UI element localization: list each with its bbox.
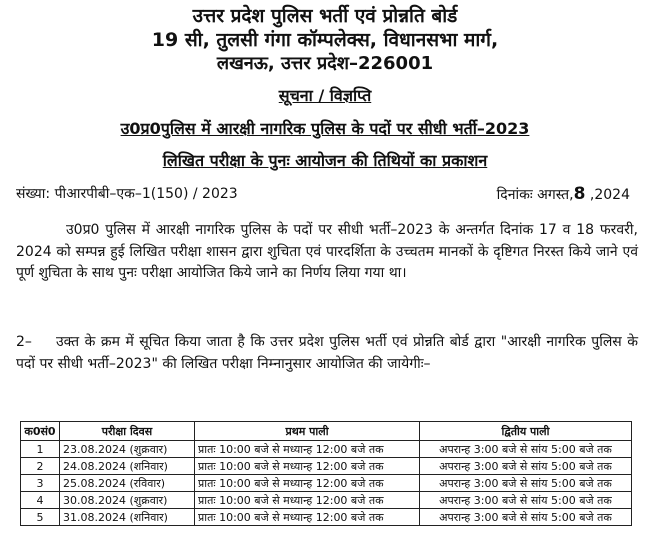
subject-line-1: उ0प्र0पुलिस में आरक्षी नागरिक पुलिस के पदों पर सीधी भर्ती–2023 bbox=[120, 119, 530, 138]
row-first-shift: प्रातः 10:00 बजे से मध्यान्ह 12:00 बजे तक bbox=[195, 458, 420, 475]
table-row bbox=[21, 492, 632, 509]
table-row bbox=[21, 458, 632, 475]
header-first-shift: प्रथम पाली bbox=[195, 422, 420, 441]
row-second-shift: अपरान्ह 3:00 बजे से सांय 5:00 बजे तक bbox=[420, 475, 632, 492]
row-first-shift: प्रातः 10:00 बजे से मध्यान्ह 12:00 बजे तक bbox=[195, 441, 420, 458]
row-date: 31.08.2024 (शनिवार) bbox=[60, 509, 195, 526]
row-first-shift: प्रातः 10:00 बजे से मध्यान्ह 12:00 बजे तक bbox=[195, 492, 420, 509]
row-second-shift: अपरान्ह 3:00 बजे से सांय 5:00 बजे तक bbox=[420, 509, 632, 526]
row-date: 24.08.2024 (शनिवार) bbox=[60, 458, 195, 475]
reference-line bbox=[16, 180, 630, 202]
paragraph-2-text: उक्त के क्रम में सूचित किया जाता है कि उत्तर प्रदेश पुलिस भर्ती एवं प्रोन्नति बोर्ड द्वारा "आरक्षी नागरिक पुलिस के पदों पर सीधी भर्ती–2023" की लिखित परीक्षा निम्नानुसार आयोजित की जायेगीः– bbox=[16, 334, 638, 372]
row-serial: 1 bbox=[21, 441, 60, 458]
header-serial: क0सं0 bbox=[21, 422, 60, 441]
row-serial: 3 bbox=[21, 475, 60, 492]
row-serial: 4 bbox=[21, 492, 60, 509]
paragraph-2-number: 2– bbox=[16, 334, 32, 350]
table-header-row bbox=[21, 422, 632, 441]
row-second-shift: अपरान्ह 3:00 बजे से सांय 5:00 बजे तक bbox=[420, 492, 632, 509]
notice-title: सूचना / विज्ञप्ति bbox=[278, 86, 372, 105]
table-row bbox=[21, 475, 632, 492]
row-date: 30.08.2024 (शुक्रवार) bbox=[60, 492, 195, 509]
row-date: 23.08.2024 (शुक्रवार) bbox=[60, 441, 195, 458]
header-exam-date: परीक्षा दिवस bbox=[60, 422, 195, 441]
row-second-shift: अपरान्ह 3:00 बजे से सांय 5:00 बजे तक bbox=[420, 458, 632, 475]
header-second-shift: द्वितीय पाली bbox=[420, 422, 632, 441]
table-row bbox=[21, 441, 632, 458]
paragraph-1: उ0प्र0 पुलिस में आरक्षी नागरिक पुलिस के पदों पर सीधी भर्ती–2023 के अन्तर्गत दिनांक 17 व 18 फरवरी, 2024 को सम्पन्न हुई लिखित परीक्षा शासन द्वारा शुचिता एवं पारदर्शिता के उच्चतम मानकों के दृष्टिगत निरस्त किये जाने एवं पूर्ण शुचिता के साथ पुनः परीक्षा आयोजित किये जाने का निर्णय लिया गया था। bbox=[16, 222, 638, 281]
row-serial: 2 bbox=[21, 458, 60, 475]
date-label: दिनांकः अगस्त, bbox=[496, 187, 574, 203]
organization-name: उत्तर प्रदेश पुलिस भर्ती एवं प्रोन्नति बोर्ड bbox=[192, 5, 458, 27]
row-serial: 5 bbox=[21, 509, 60, 526]
row-first-shift: प्रातः 10:00 बजे से मध्यान्ह 12:00 बजे तक bbox=[195, 475, 420, 492]
table-row bbox=[21, 509, 632, 526]
reference-number: संख्या: पीआरपीबी–एक–1(150) / 2023 bbox=[16, 186, 238, 202]
subject-line-2: लिखित परीक्षा के पुनः आयोजन की तिथियों का प्रकाशन bbox=[162, 151, 488, 170]
row-second-shift: अपरान्ह 3:00 बजे से सांय 5:00 बजे तक bbox=[420, 441, 632, 458]
paragraph-2 bbox=[16, 332, 638, 375]
row-date: 25.08.2024 (रविवार) bbox=[60, 475, 195, 492]
notice-date bbox=[497, 184, 630, 204]
address-line-1: 19 सी, तुलसी गंगा कॉम्पलेक्स, विधानसभा मार्ग, bbox=[151, 29, 499, 51]
date-day: 8 bbox=[573, 184, 586, 204]
address-line-2: लखनऊ, उत्तर प्रदेश–226001 bbox=[216, 53, 434, 74]
date-year: ,2024 bbox=[585, 187, 630, 203]
exam-schedule-table bbox=[20, 421, 632, 526]
row-first-shift: प्रातः 10:00 बजे से मध्यान्ह 12:00 बजे तक bbox=[195, 509, 420, 526]
